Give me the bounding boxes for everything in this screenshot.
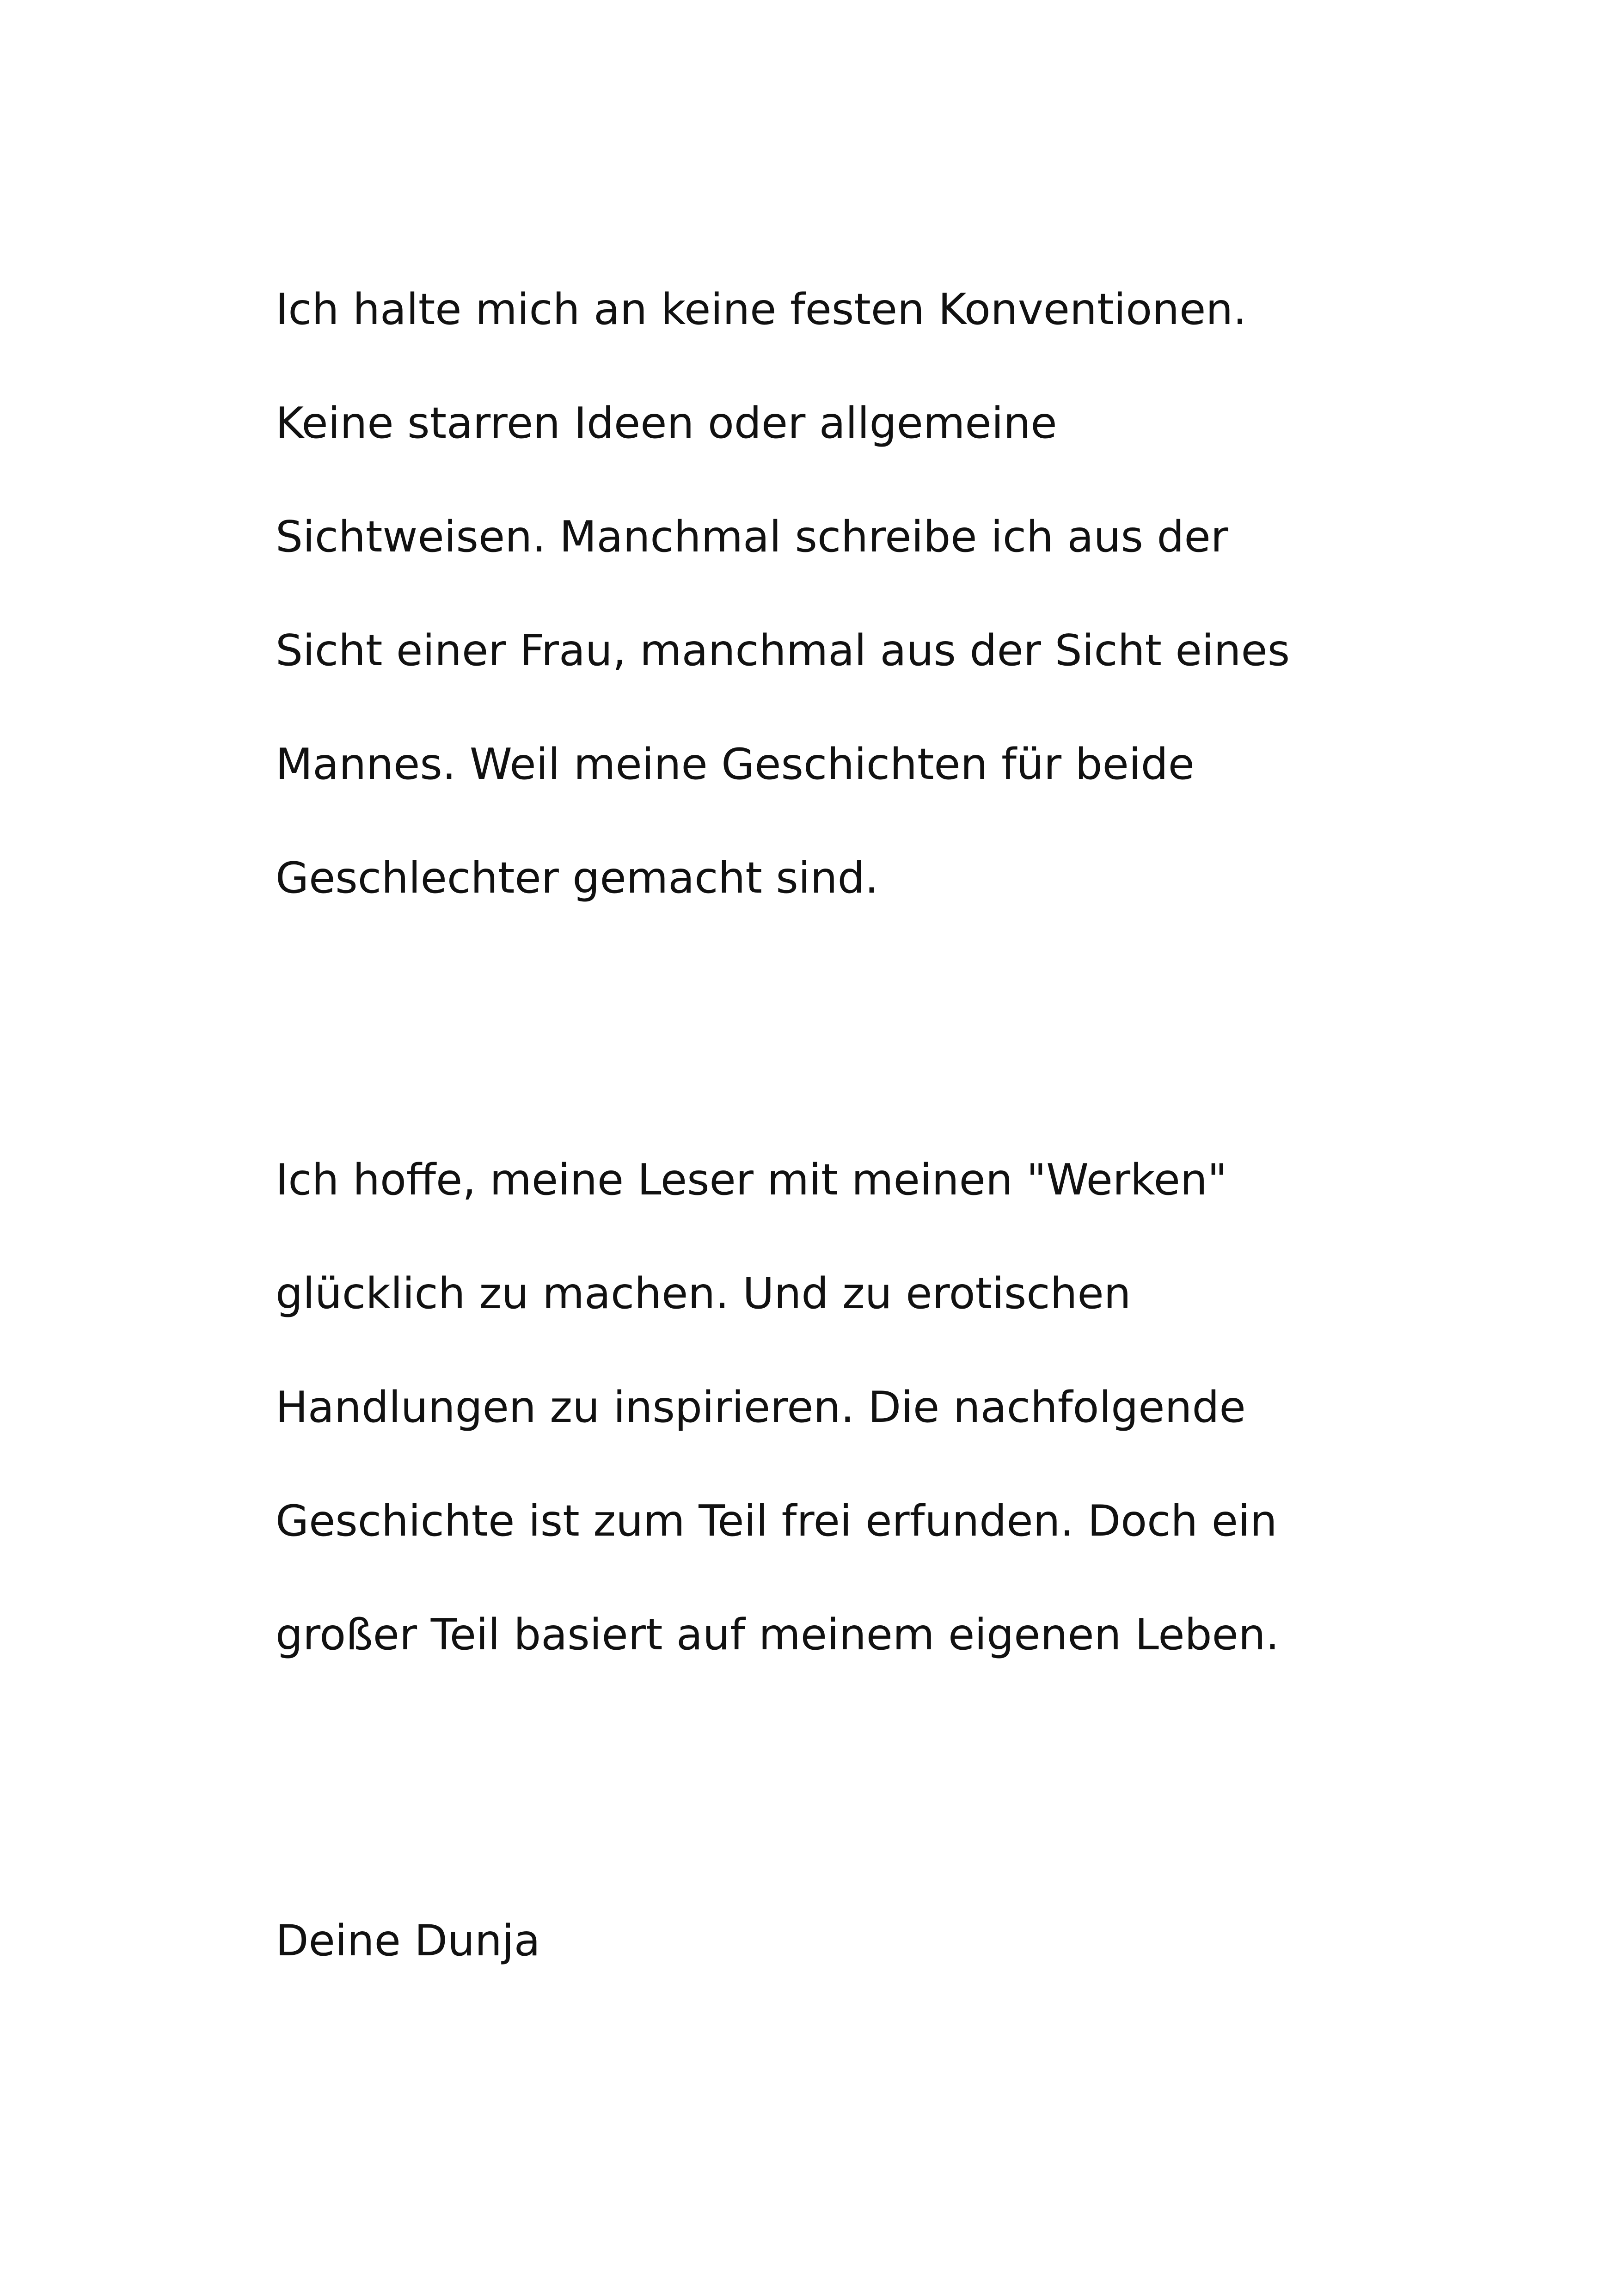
paragraph-line: großer Teil basiert auf meinem eigenen Leben. bbox=[276, 1610, 1280, 1659]
paragraph-line: Ich halte mich an keine festen Konventionen. bbox=[276, 284, 1247, 334]
signature: Deine Dunja bbox=[276, 1916, 540, 1965]
paragraph-line: glücklich zu machen. Und zu erotischen bbox=[276, 1268, 1131, 1318]
paragraph-line: Mannes. Weil meine Geschichten für beide bbox=[276, 739, 1195, 789]
paragraph-line: Keine starren Ideen oder allgemeine bbox=[276, 398, 1057, 448]
paragraph-line: Sicht einer Frau, manchmal aus der Sicht eines bbox=[276, 625, 1290, 675]
paragraph-line: Ich hoffe, meine Leser mit meinen "Werken" bbox=[276, 1155, 1227, 1205]
paragraph-line: Geschichte ist zum Teil frei erfunden. Doch ein bbox=[276, 1496, 1277, 1546]
paragraph-line: Sichtweisen. Manchmal schreibe ich aus der bbox=[276, 512, 1228, 562]
paragraph-line: Geschlechter gemacht sind. bbox=[276, 853, 879, 903]
paragraph-line: Handlungen zu inspirieren. Die nachfolgende bbox=[276, 1382, 1246, 1432]
